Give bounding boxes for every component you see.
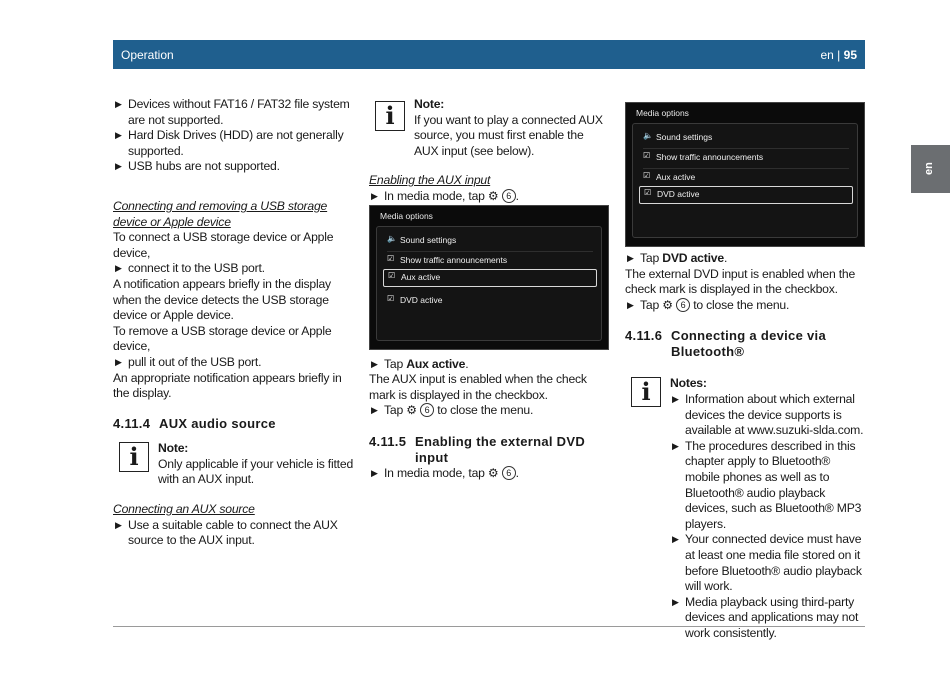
note-text: If you want to play a connected AUX source, you must first enable the AUX input (see below). (414, 112, 603, 158)
subheading-usb: Connecting and removing a USB storage device or Apple device (113, 198, 328, 229)
checkbox-checked-icon: ☑ (643, 151, 651, 160)
info-icon: i (375, 101, 405, 131)
section-heading-bluetooth: 4.11.6 Connecting a device via Bluetooth® (625, 328, 827, 360)
screen-title: Media options (636, 108, 689, 118)
callout-number: 6 (420, 403, 434, 417)
note-title: Note: (414, 97, 445, 111)
column-right (625, 251, 865, 655)
section-heading-aux: 4.11.4 AUX audio source (113, 415, 276, 431)
notes-title: Notes: (670, 376, 707, 391)
option-dvd-active[interactable]: ☑ DVD active (387, 294, 443, 305)
option-aux-active[interactable]: ☑ Aux active (643, 171, 696, 182)
note-box (113, 441, 355, 488)
options-panel (632, 123, 858, 238)
list-item: ▶ Your connected device must have at least one media file stored on it before Bluetooth® audio playback will work. (670, 532, 865, 594)
list-item: ▶ Devices without FAT16 / FAT32 file system are not supported. (113, 97, 355, 128)
paragraph: To remove a USB storage device or Apple device, (113, 323, 332, 354)
step-item: ▶ Tap ⚙ 6 to close the menu. (625, 298, 865, 314)
step-item: ▶ Tap DVD active. (625, 251, 865, 267)
list-item: ▶ Media playback using third-party devices and applications may not work consistently. (670, 595, 865, 642)
step-item: ▶ pull it out of the USB port. (113, 355, 355, 371)
settings-icon: ⚙ (487, 188, 499, 203)
step-item: ▶ connect it to the USB port. (113, 261, 355, 277)
option-sound-settings[interactable]: 🔈 Sound settings (643, 131, 713, 142)
notes-box (625, 376, 865, 641)
step-item: ▶ Use a suitable cable to connect the AUX source to the AUX input. (113, 518, 355, 549)
speaker-icon: 🔈 (387, 234, 397, 243)
step-item: ▶ Tap ⚙ 6 to close the menu. (369, 403, 609, 419)
checkbox-checked-icon: ☑ (388, 271, 396, 280)
option-aux-active[interactable]: ☑ Aux active (383, 269, 597, 287)
step-item: ▶ In media mode, tap ⚙ 6 . (369, 466, 609, 482)
paragraph: The AUX input is enabled when the check mark is displayed in the checkbox. (369, 372, 587, 402)
subheading-enable-aux: Enabling the AUX input (369, 173, 491, 188)
list-item: ▶ USB hubs are not supported. (113, 159, 355, 175)
media-options-screen-aux (369, 205, 609, 350)
note-title: Note: (158, 441, 189, 456)
screen-title: Media options (380, 211, 433, 221)
options-panel (376, 226, 602, 341)
paragraph: To connect a USB storage device or Apple device, (113, 230, 334, 260)
section-heading-dvd: 4.11.5 Enabling the external DVD input (369, 433, 586, 465)
footer-rule (113, 626, 865, 627)
option-sound-settings[interactable]: 🔈 Sound settings (387, 234, 457, 245)
step-item: ▶ In media mode, tap ⚙ 6 . (369, 189, 609, 205)
callout-number: 6 (502, 189, 516, 203)
media-options-screen-dvd (625, 102, 865, 247)
checkbox-checked-icon: ☑ (387, 254, 395, 263)
option-traffic-announcements[interactable]: ☑ Show traffic announcements (387, 254, 508, 265)
list-item: ▶ Hard Disk Drives (HDD) are not generally supported. (113, 128, 355, 159)
settings-icon: ⚙ (487, 465, 499, 480)
speaker-icon: 🔈 (643, 131, 653, 140)
section-title: Operation (121, 48, 174, 62)
page-number: en | 95 (820, 48, 857, 62)
column-left (113, 97, 355, 549)
info-icon: i (119, 442, 149, 472)
info-icon: i (631, 377, 661, 407)
paragraph: A notification appears briefly in the display when the device detects the USB storage device or Apple device. (113, 276, 331, 323)
list-item: ▶ Information about which external devices the device supports is available at www.suzuki-slda.com. (670, 392, 865, 439)
paragraph: An appropriate notification appears briefly in the display. (113, 370, 342, 401)
settings-icon: ⚙ (662, 297, 673, 312)
checkbox-checked-icon: ☑ (643, 171, 651, 180)
step-item: ▶ Tap Aux active. (369, 357, 609, 373)
checkbox-checked-icon: ☑ (644, 188, 652, 197)
callout-number: 6 (502, 466, 516, 480)
checkbox-checked-icon: ☑ (387, 294, 395, 303)
note-box (369, 97, 609, 159)
option-dvd-active[interactable]: ☑ DVD active (639, 186, 853, 204)
option-traffic-announcements[interactable]: ☑ Show traffic announcements (643, 151, 764, 162)
callout-number: 6 (676, 298, 690, 312)
paragraph: The external DVD input is enabled when the check mark is displayed in the checkbox. (625, 266, 856, 297)
language-tab: en (911, 145, 950, 193)
list-item: ▶ The procedures described in this chapter apply to Bluetooth® mobile phones as well as to Bluetooth® audio playback devices, such as Bluetooth® MP3 players. (670, 439, 865, 533)
subheading-aux-connect: Connecting an AUX source (113, 502, 255, 517)
note-text: Only applicable if your vehicle is fitted with an AUX input. (158, 456, 354, 487)
settings-icon: ⚙ (406, 403, 417, 418)
page-header (113, 40, 865, 69)
